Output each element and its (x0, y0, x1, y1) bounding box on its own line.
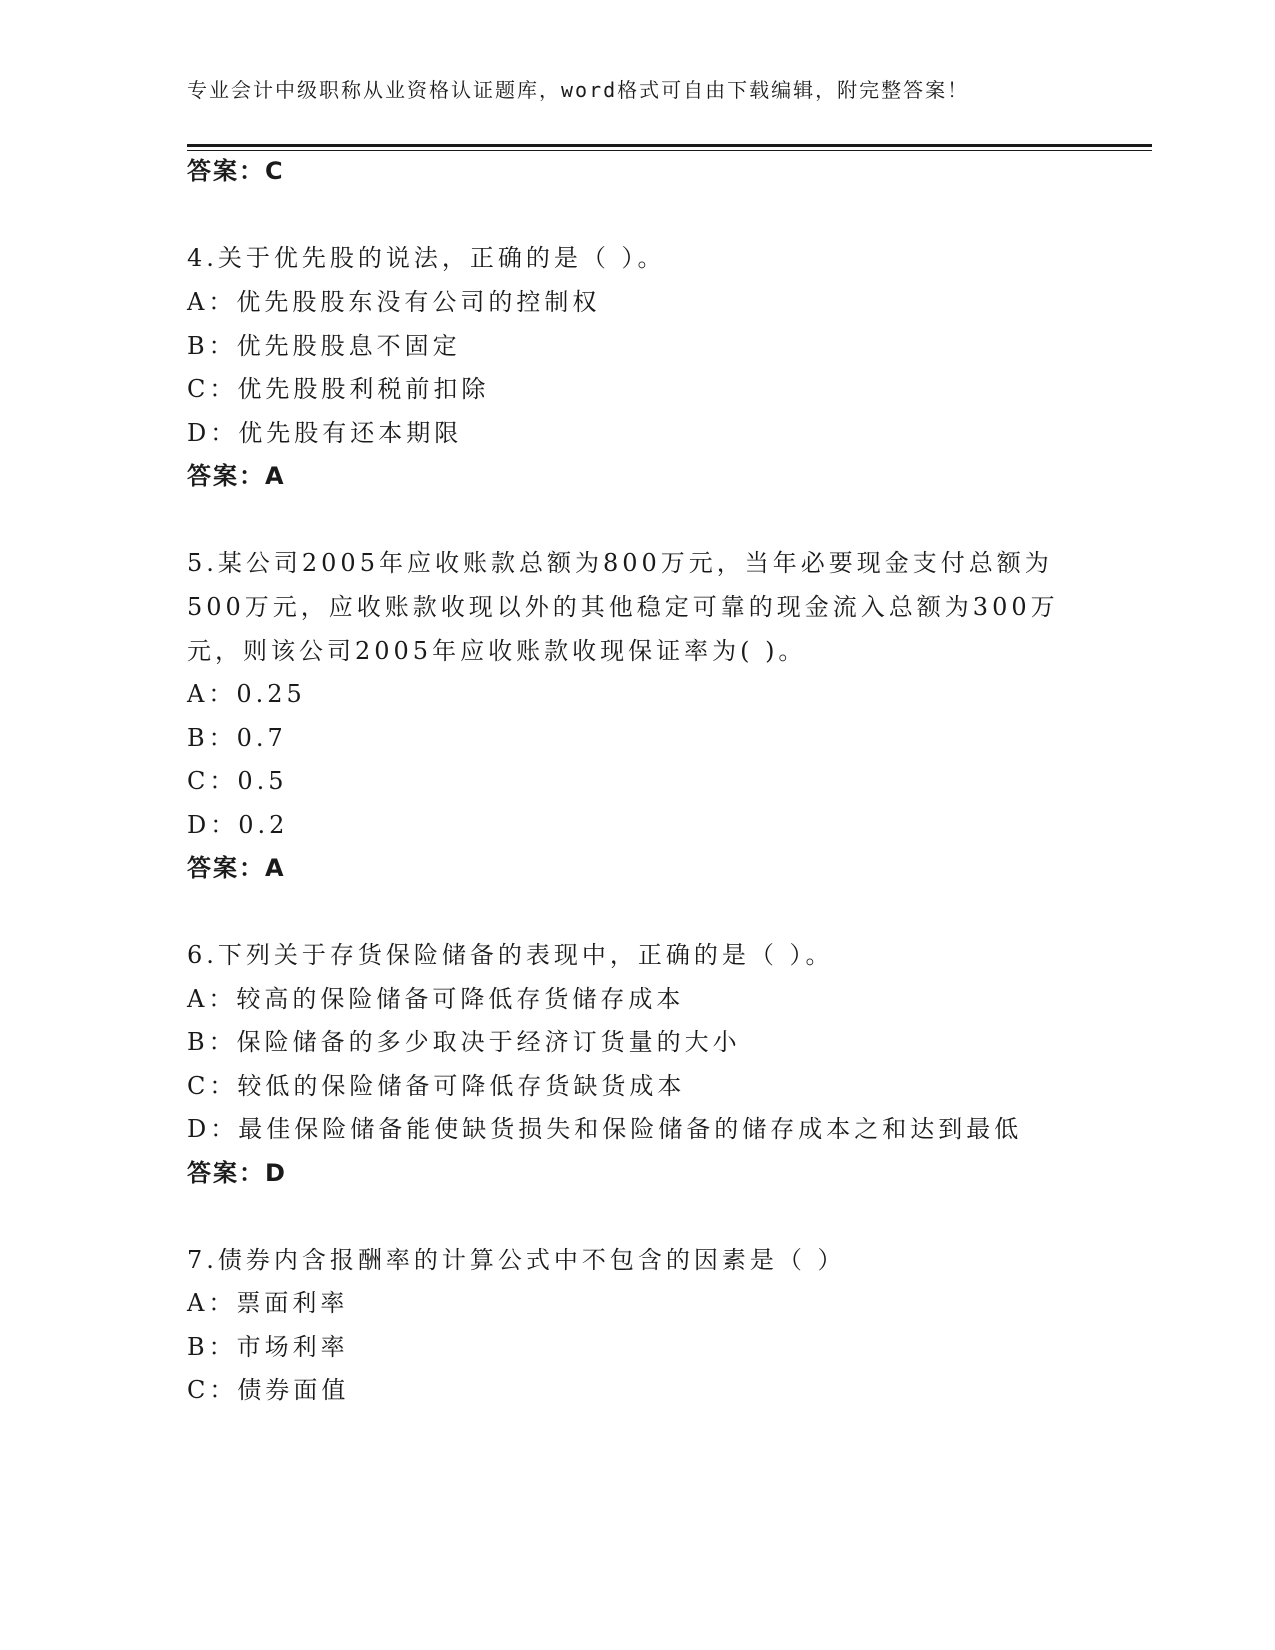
header-rule-thin (187, 150, 1152, 151)
question-4-stem: 4.关于优先股的说法，正确的是（ ）。 (187, 244, 666, 272)
question-5-option-a: A：0.25 (187, 680, 306, 708)
answer-q6: 答案：D (187, 1159, 287, 1187)
question-6-option-c: C：较低的保险储备可降低存货缺货成本 (187, 1072, 686, 1100)
answer-q4: 答案：A (187, 462, 286, 490)
question-4-option-c: C：优先股股利税前扣除 (187, 375, 490, 403)
question-6-option-a: A：较高的保险储备可降低存货储存成本 (187, 985, 685, 1013)
question-4-option-a: A：优先股股东没有公司的控制权 (187, 288, 601, 316)
question-5-stem-line-3: 元，则该公司2005年应收账款收现保证率为( )。 (187, 637, 807, 665)
header-rule (187, 144, 1152, 147)
question-7-stem: 7.债券内含报酬率的计算公式中不包含的因素是（ ） (187, 1246, 846, 1274)
question-5-option-c: C：0.5 (187, 767, 288, 795)
question-5-option-b: B：0.7 (187, 724, 287, 752)
question-6-option-b: B：保险储备的多少取决于经济订货量的大小 (187, 1028, 741, 1056)
question-4-option-b: B：优先股股息不固定 (187, 332, 461, 360)
question-5-option-d: D：0.2 (187, 811, 289, 839)
question-7-option-b: B：市场利率 (187, 1333, 349, 1361)
question-7-option-a: A：票面利率 (187, 1289, 349, 1317)
question-6-stem: 6.下列关于存货保险储备的表现中，正确的是（ ）。 (187, 941, 834, 969)
question-7-option-c: C：债券面值 (187, 1376, 350, 1404)
answer-q5: 答案：A (187, 854, 286, 882)
answer-q3: 答案：C (187, 157, 285, 185)
page-header: 专业会计中级职称从业资格认证题库，word格式可自由下载编辑，附完整答案！ (187, 78, 970, 102)
question-5-stem-line-2: 500万元，应收账款收现以外的其他稳定可靠的现金流入总额为300万 (187, 593, 1059, 621)
question-4-option-d: D：优先股有还本期限 (187, 419, 463, 447)
question-6-option-d: D：最佳保险储备能使缺货损失和保险储备的储存成本之和达到最低 (187, 1115, 1023, 1143)
question-5-stem-line-1: 5.某公司2005年应收账款总额为800万元，当年必要现金支付总额为 (187, 549, 1053, 577)
